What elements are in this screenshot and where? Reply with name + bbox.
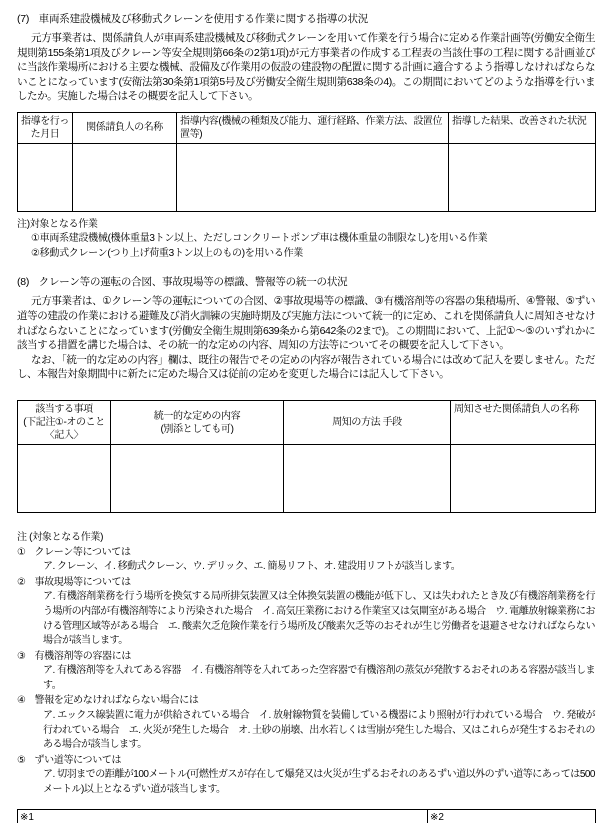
- cell-guidance-result[interactable]: [449, 143, 596, 211]
- col-header-applicable-item-line-3: 〈記入〉: [44, 430, 84, 442]
- col-header-unified-rule-content-line-2: (別添としても可): [160, 423, 234, 435]
- footnote-head: [17, 754, 595, 769]
- col-header-contractor-name: 関係請負人の名称: [73, 112, 177, 143]
- footnote-boxes: [17, 809, 596, 823]
- footnote-head-text: 事故現場等については: [34, 576, 131, 588]
- footnote-body: ア. エックス線装置に電力が供給されている場合 イ. 放射線物質を装備している機器により照射が行われている場合 ウ. 発破が行われている場合 エ. 火災が発生した場合 オ. 土砂の崩壊、出水若しくは雪崩が発生した場合、又はこれらが発生するおそれのある場合が該当します。: [43, 710, 595, 751]
- section-7-notes: [17, 218, 595, 262]
- section-8-number: (8): [17, 276, 30, 289]
- footnote-head: [17, 694, 595, 709]
- cell-guidance-content[interactable]: [177, 143, 449, 211]
- footnote-head-text: ずい道等については: [34, 754, 122, 766]
- section-7-title-line: [17, 12, 595, 27]
- col-header-guidance-result: 指導した結果、改善された状況: [449, 112, 596, 143]
- section-8-title-line: [17, 275, 595, 290]
- footnote-item: [17, 694, 595, 752]
- cell-notification-method[interactable]: [284, 445, 451, 513]
- col-header-applicable-item-line-1: 該当する事項: [35, 404, 93, 416]
- footnote-head: [17, 576, 595, 591]
- footnotes-lead: 注 (対象となる作業): [17, 532, 104, 544]
- table-row: [18, 143, 596, 211]
- col-header-unified-rule-content: [111, 401, 284, 445]
- footnote-item: [17, 576, 595, 649]
- footnote-body: ア. クレーン、イ. 移動式クレーン、ウ. デリック、エ. 簡易リフト、オ. 建設用リフトが該当します。: [43, 561, 461, 573]
- footnotes: [17, 531, 595, 798]
- section-7-number: (7): [17, 13, 30, 25]
- cell-applicable-item[interactable]: [18, 445, 111, 513]
- footnote-head: [17, 546, 595, 561]
- cell-date[interactable]: [18, 143, 73, 211]
- footbox-2[interactable]: [428, 809, 596, 823]
- footnote-marker: ③: [17, 650, 26, 662]
- table-header-row: [18, 112, 596, 143]
- section-8-paragraph-2: なお、「統一的な定めの内容」欄は、既往の報告でその定めの内容が報告されている場合には改めて記入を要しません。ただし、本報告対象期間中に新たに定めた場合又は従前の定めを変更した場合には記入して下さい。: [17, 353, 595, 381]
- col-header-unified-rule-content-line-1: 統一的な定めの内容: [153, 410, 241, 422]
- section-7-paragraph: 元方事業者は、関係請負人が車両系建設機械及び移動式クレーンを用いて作業を行う場合に定める作業計画等(労働安全衛生規則第155条第1項及びクレーン等安全規則第66条の2第1項)が元方事業者の作成する工程表の当該仕事の工程に関する計画並びに当該作業場所における主要な機械、設備及び作業用の仮設の建設物の配置に関する計画に適合するよう指導しなければならないことになっています(安衛法第30条第1項第5号及び労働安全衛生規則第638条の4)。この期間においてどのような指導を行いましたか。実施した場合はその概要を記入して下さい。: [17, 32, 595, 103]
- footnote-item: [17, 754, 595, 798]
- col-header-date: 指導を行った月日: [18, 112, 73, 143]
- guidance-status-table: [17, 112, 596, 212]
- footnote-marker: ②: [17, 576, 26, 588]
- col-header-applicable-item: [18, 401, 111, 445]
- table-header-row: [18, 401, 596, 445]
- section-7-notes-lead: 注)対象となる作業: [17, 218, 98, 230]
- section-8: [17, 275, 595, 513]
- footnote-body: ア. 有機溶剤等を入れてある容器 イ. 有機溶剤等を入れてあった空容器で有機溶剤の蒸気が発散するおそれのある容器が該当します。: [43, 665, 595, 691]
- footnote-marker: ①: [17, 546, 26, 558]
- col-header-notification-method: 周知の方法 手段: [284, 401, 451, 445]
- footnote-marker: ⑤: [17, 754, 26, 766]
- footnote-item: [17, 546, 595, 575]
- footnote-head-text: 警報を定めなければならない場合には: [34, 695, 199, 707]
- table-row: [18, 445, 596, 513]
- cell-notified-contractor-name[interactable]: [451, 445, 596, 513]
- footnote-head-text: クレーン等については: [34, 546, 131, 558]
- document-content: [17, 12, 595, 823]
- section-8-title: クレーン等の運転の合図、事故現場等の標識、警報等の統一の状況: [38, 276, 348, 289]
- footbox-1-label: ※1: [20, 811, 34, 823]
- section-7-note-1: ①車両系建設機械(機体重量3トン以上、ただしコンクリートポンプ車は機体重量の制限なし)を用いる作業: [31, 233, 488, 245]
- section-7-title: 車両系建設機械及び移動式クレーンを使用する作業に関する指導の状況: [38, 13, 369, 25]
- section-8-paragraph-1: 元方事業者は、①クレーン等の運転についての合図、②事故現場等の標識、③有機溶剤等の容器の集積場所、④警報、⑤ずい道等の建設の作業における避難及び消火訓練の実施時期及び実施方法について統一的に定め、これを関係請負人に周知させなければならないことになっています(労働安全衛生規則第639条から第642条の2まで)。この期間において、上記①～⑤のいずれかに該当する措置を講じた場合は、その統一的な定めの内容、周知の方法等についてその概要を記入して下さい。: [17, 295, 595, 352]
- footnote-marker: ④: [17, 695, 26, 707]
- footnote-body: ア. 有機溶剤業務を行う場所を換気する局所排気装置又は全体換気装置の機能が低下し、又は失われたとき及び有機溶剤業務を行う場所の内部が有機溶剤等により汚染された場合 イ. 高気圧業務における作業室又は気閘室がある場合 ウ. 電離放射線業務における管理区域等がある場合 エ. 酸素欠乏危険作業を行う場所及び酸素欠乏等のおそれが生じ労働者を退避させなければならない場合が該当します。: [43, 591, 595, 647]
- col-header-notified-contractor-name: 周知させた関係請負人の名称: [451, 401, 596, 445]
- cell-contractor-name[interactable]: [73, 143, 177, 211]
- col-header-applicable-item-line-2: (下記注①-オのこと: [23, 417, 105, 429]
- footnote-head-text: 有機溶剤等の容器には: [34, 650, 131, 662]
- cell-unified-rule-content[interactable]: [111, 445, 284, 513]
- col-header-guidance-content: 指導内容(機械の種類及び能力、運行経路、作業方法、設置位置等): [177, 112, 449, 143]
- unified-rules-table: [17, 400, 596, 513]
- section-7: [17, 12, 595, 261]
- section-7-note-2: ②移動式クレーン(つり上げ荷重3トン以上のもの)を用いる作業: [31, 247, 303, 259]
- footnote-body: ア. 切羽までの距離が100メートル(可燃性ガスが存在して爆発又は火災が生ずるおそれのあるずい道以外のずい道等にあっては500メートル)以上となるずい道が該当します。: [43, 769, 595, 796]
- footbox-2-label: ※2: [430, 811, 444, 823]
- footbox-row: [18, 809, 596, 823]
- footbox-1[interactable]: [18, 809, 428, 823]
- footnote-item: [17, 650, 595, 694]
- footnote-head: [17, 650, 595, 665]
- footnotes-list: [17, 546, 595, 798]
